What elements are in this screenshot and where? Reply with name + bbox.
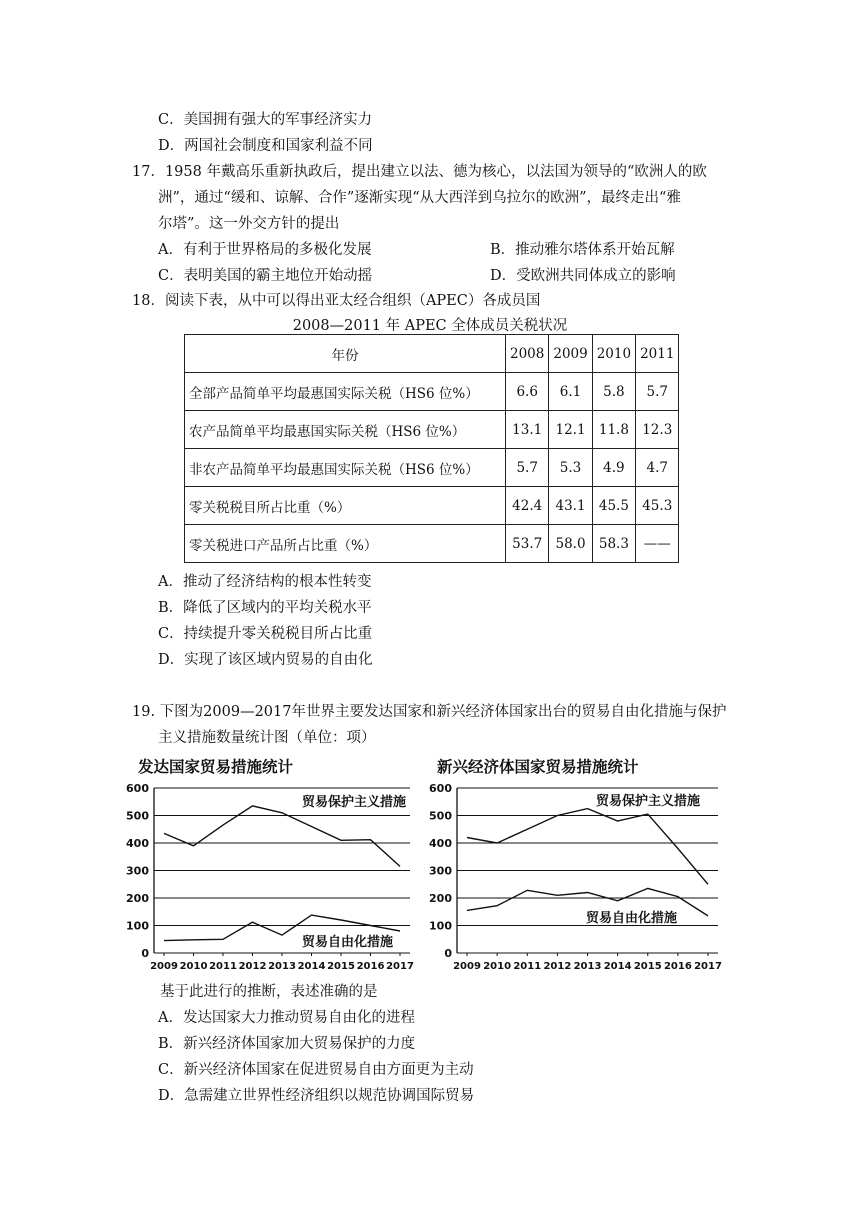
x-tick-label: 2016 [356,961,385,972]
q17-option-a: A．有利于世界格局的多极化发展 [158,242,372,258]
chart-emerging [420,778,730,978]
x-tick-label: 2014 [297,961,326,972]
y-tick-label: 600 [126,782,149,795]
y-tick-label: 400 [429,837,452,850]
table-cell: 45.5 [592,487,635,525]
table-cell: 5.8 [592,373,635,411]
x-tick-label: 2013 [573,961,602,972]
table-header-year: 2010 [592,335,635,373]
series-line [467,809,708,885]
q18-option-c: C．持续提升零关税税目所占比重 [158,626,373,642]
table-cell: 5.7 [506,449,549,487]
q16-option-d: D．两国社会制度和国家利益不同 [158,138,373,154]
q19-option-d: D．急需建立世界性经济组织以规范协调国际贸易 [158,1088,475,1104]
table-cell: 11.8 [592,411,635,449]
q17-stem-line-2: 洲”，通过“缓和、谅解、合作”逐渐实现“从大西洋到乌拉尔的欧洲”，最终走出“雅 [158,190,681,206]
table-cell: 13.1 [506,411,549,449]
q16-option-c: C．美国拥有强大的军事经济实力 [158,112,373,128]
q19-stem-line-1: 19. 下图为2009—2017年世界主要发达国家和新兴经济体国家出台的贸易自由化措施与保护 [132,704,727,720]
table-cell: 4.7 [636,449,679,487]
x-tick-label: 2015 [327,961,355,972]
q18-option-d: D．实现了该区域内贸易的自由化 [158,652,373,668]
q17-option-b: B．推动雅尔塔体系开始瓦解 [490,242,675,258]
q19-option-b: B．新兴经济体国家加大贸易保护的力度 [158,1036,416,1052]
table-cell: 58.3 [592,525,635,563]
y-tick-label: 500 [126,809,149,823]
y-tick-label: 300 [126,864,149,878]
series-label: 贸易自由化措施 [586,911,678,926]
table-row [185,373,679,411]
x-tick-label: 2017 [386,961,414,972]
y-tick-label: 0 [141,947,149,960]
y-tick-label: 0 [444,947,452,960]
y-tick-label: 200 [126,892,149,905]
table-caption: 2008—2011 年 APEC 全体成员关税状况 [292,318,568,334]
x-tick-label: 2012 [238,961,267,972]
table-row [185,449,679,487]
x-tick-label: 2017 [694,961,722,972]
table-cell: 42.4 [506,487,549,525]
q18-option-b: B．降低了区域内的平均关税水平 [158,600,372,616]
table-row [185,411,679,449]
table-header-year: 2009 [549,335,592,373]
series-label: 贸易自由化措施 [302,935,394,950]
table-row-label: 零关税进口产品所占比重（%） [185,525,506,563]
y-tick-label: 500 [429,809,452,823]
table-cell: 4.9 [592,449,635,487]
x-tick-label: 2012 [543,961,572,972]
q19-stem-line-2: 主义措施数量统计图（单位：项） [158,730,376,746]
x-tick-label: 2009 [150,961,178,972]
table-cell: 53.7 [506,525,549,563]
q19-prompt: 基于此进行的推断，表述准确的是 [160,984,378,1000]
table-row-label: 零关税税目所占比重（%） [185,487,506,525]
q18-option-a: A．推动了经济结构的根本性转变 [158,574,372,590]
table-header-year: 2011 [636,335,679,373]
x-tick-label: 2010 [179,961,208,972]
series-label: 贸易保护主义措施 [302,795,407,810]
table-cell: 6.1 [549,373,592,411]
table-header-label: 年份 [185,335,506,373]
chart-title-emerging: 新兴经济体国家贸易措施统计 [437,758,639,776]
table-row [185,525,679,563]
q17-stem-line-1: 17．1958 年戴高乐重新执政后，提出建立以法、德为核心，以法国为领导的“欧洲人的欧 [132,164,707,180]
y-tick-label: 100 [429,919,452,933]
table-header-year: 2008 [506,335,549,373]
y-tick-label: 400 [126,837,149,850]
chart-title-developed: 发达国家贸易措施统计 [138,758,294,776]
table-cell: 43.1 [549,487,592,525]
q17-option-c: C．表明美国的霸主地位开始动摇 [158,268,373,284]
x-tick-label: 2014 [603,961,632,972]
x-tick-label: 2009 [453,961,481,972]
x-tick-label: 2011 [209,961,237,972]
y-tick-label: 600 [429,782,452,795]
x-tick-label: 2010 [483,961,512,972]
series-label: 贸易保护主义措施 [596,794,701,809]
table-row-label: 全部产品简单平均最惠国实际关税（HS6 位%） [185,373,506,411]
q19-option-a: A．发达国家大力推动贸易自由化的进程 [158,1010,415,1026]
chart-developed [120,778,420,978]
tariff-table [184,334,679,563]
q19-option-c: C．新兴经济体国家在促进贸易自由方面更为主动 [158,1062,474,1078]
y-tick-label: 200 [429,892,452,905]
x-tick-label: 2011 [513,961,542,972]
q17-stem-line-3: 尔塔”。这一外交方针的提出 [158,216,340,232]
q17-option-d: D．受欧洲共同体成立的影响 [490,268,676,284]
table-cell: 12.1 [549,411,592,449]
table-cell: 58.0 [549,525,592,563]
x-tick-label: 2013 [268,961,296,972]
table-header-row [185,335,679,373]
table-cell: 5.3 [549,449,592,487]
table-row-label: 农产品简单平均最惠国实际关税（HS6 位%） [185,411,506,449]
table-cell: 6.6 [506,373,549,411]
y-tick-label: 100 [126,919,149,933]
table-row [185,487,679,525]
table-cell: 12.3 [636,411,679,449]
table-cell: —— [636,525,679,563]
table-cell: 45.3 [636,487,679,525]
x-tick-label: 2015 [633,961,662,972]
y-tick-label: 300 [429,864,452,878]
q18-stem: 18．阅读下表，从中可以得出亚太经合组织（APEC）各成员国 [132,293,541,309]
table-row-label: 非农产品简单平均最惠国实际关税（HS6 位%） [185,449,506,487]
x-tick-label: 2016 [663,961,692,972]
table-cell: 5.7 [636,373,679,411]
